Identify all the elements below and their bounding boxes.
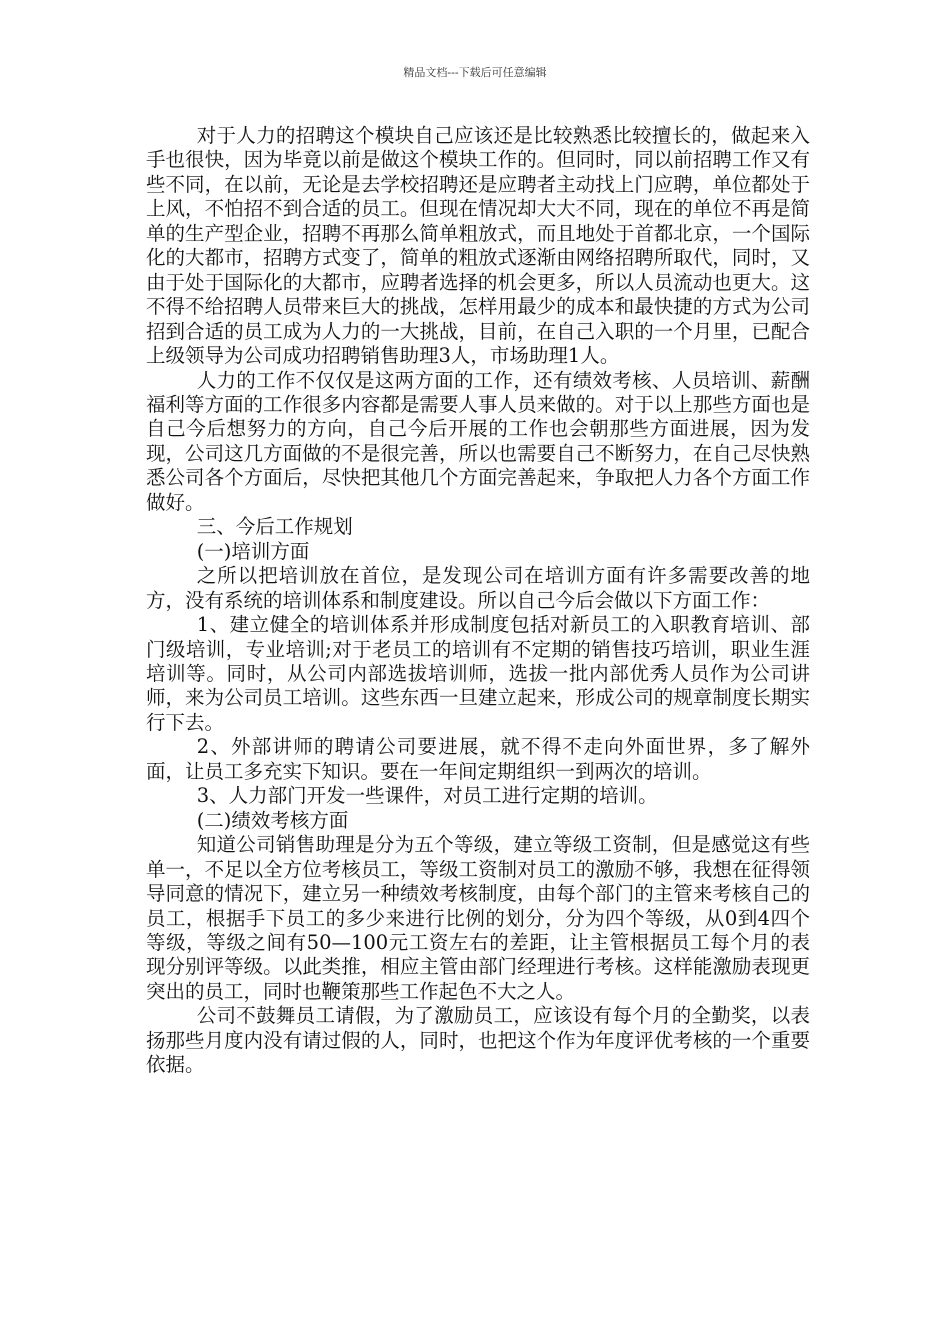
paragraph-training-intro: 之所以把培训放在首位，是发现公司在培训方面有许多需要改善的地方，没有系统的培训体系和制度建设。所以自己今后会做以下方面工作： [146, 564, 810, 612]
paragraph-recruitment: 对于人力的招聘这个模块自己应该还是比较熟悉比较擅长的，做起来入手也很快，因为毕竟以前是做这个模块工作的。但同时，同以前招聘工作又有些不同，在以前，无论是去学校招聘还是应聘者主动找上门应聘，单位都处于上风，不怕招不到合适的员工。但现在情况却大大不同，现在的单位不再是简单的生产型企业，招聘不再那么简单粗放式，而且地处于首都北京，一个国际化的大都市，招聘方式变了，简单的粗放式逐渐由网络招聘所取代，同时，又由于处于国际化的大都市，应聘者选择的机会更多，所以人员流动也更大。这不得不给招聘人员带来巨大的挑战，怎样用最少的成本和最快捷的方式为公司招到合适的员工成为人力的一大挑战，目前，在自己入职的一个月里，已配合上级领导为公司成功招聘销售助理3人，市场助理1人。 [146, 124, 810, 368]
subheading-performance: (二)绩效考核方面 [196, 808, 349, 832]
list-item-external-lecturers: 2、外部讲师的聘请公司要进展，就不得不走向外面世界，多了解外面，让员工多充实下知识。要在一年间定期组织一到两次的培训。 [146, 735, 810, 783]
paragraph-attendance-award: 公司不鼓舞员工请假，为了激励员工，应该设有每个月的全勤奖，以表扬那些月度内没有请过假的人，同时，也把这个作为年度评优考核的一个重要依据。 [146, 1004, 810, 1077]
list-item-courseware: 3、人力部门开发一些课件，对员工进行定期的培训。 [196, 784, 658, 808]
paragraph-hr-scope: 人力的工作不仅仅是这两方面的工作，还有绩效考核、人员培训、薪酬福利等方面的工作很多内容都是需要人事人员来做的。对于以上那些方面也是自己今后想努力的方向，自己今后开展的工作也会朝那些方面进展，因为发现，公司这几方面做的不是很完善，所以也需要自己不断努力，在自己尽快熟悉公司各个方面后，尽快把其他几个方面完善起来，争取把人力各个方面工作做好。 [146, 368, 810, 514]
page-header: 精品文档---下载后可任意编辑 [403, 66, 547, 79]
document-body [146, 124, 810, 1078]
paragraph-performance-system: 知道公司销售助理是分为五个等级，建立等级工资制，但是感觉这有些单一，不足以全方位考核员工，等级工资制对员工的激励不够，我想在征得领导同意的情况下，建立另一种绩效考核制度，由每个部门的主管来考核自己的员工，根据手下员工的多少来进行比例的划分，分为四个等级，从0到4四个等级，等级之间有50—100元工资左右的差距，让主管根据员工每个月的表现分别评等级。以此类推，相应主管由部门经理进行考核。这样能激励表现更突出的员工，同时也鞭策那些工作起色不大之人。 [146, 833, 810, 1003]
list-item-training-system: 1、建立健全的培训体系并形成制度包括对新员工的入职教育培训、部门级培训，专业培训;对于老员工的培训有不定期的销售技巧培训，职业生涯培训等。同时，从公司内部选拔培训师，选拔一批内部优秀人员作为公司讲师，来为公司员工培训。这些东西一旦建立起来，形成公司的规章制度长期实行下去。 [146, 613, 810, 734]
subheading-training: (一)培训方面 [196, 539, 310, 563]
section-heading-future-plan: 三、今后工作规划 [196, 515, 353, 539]
